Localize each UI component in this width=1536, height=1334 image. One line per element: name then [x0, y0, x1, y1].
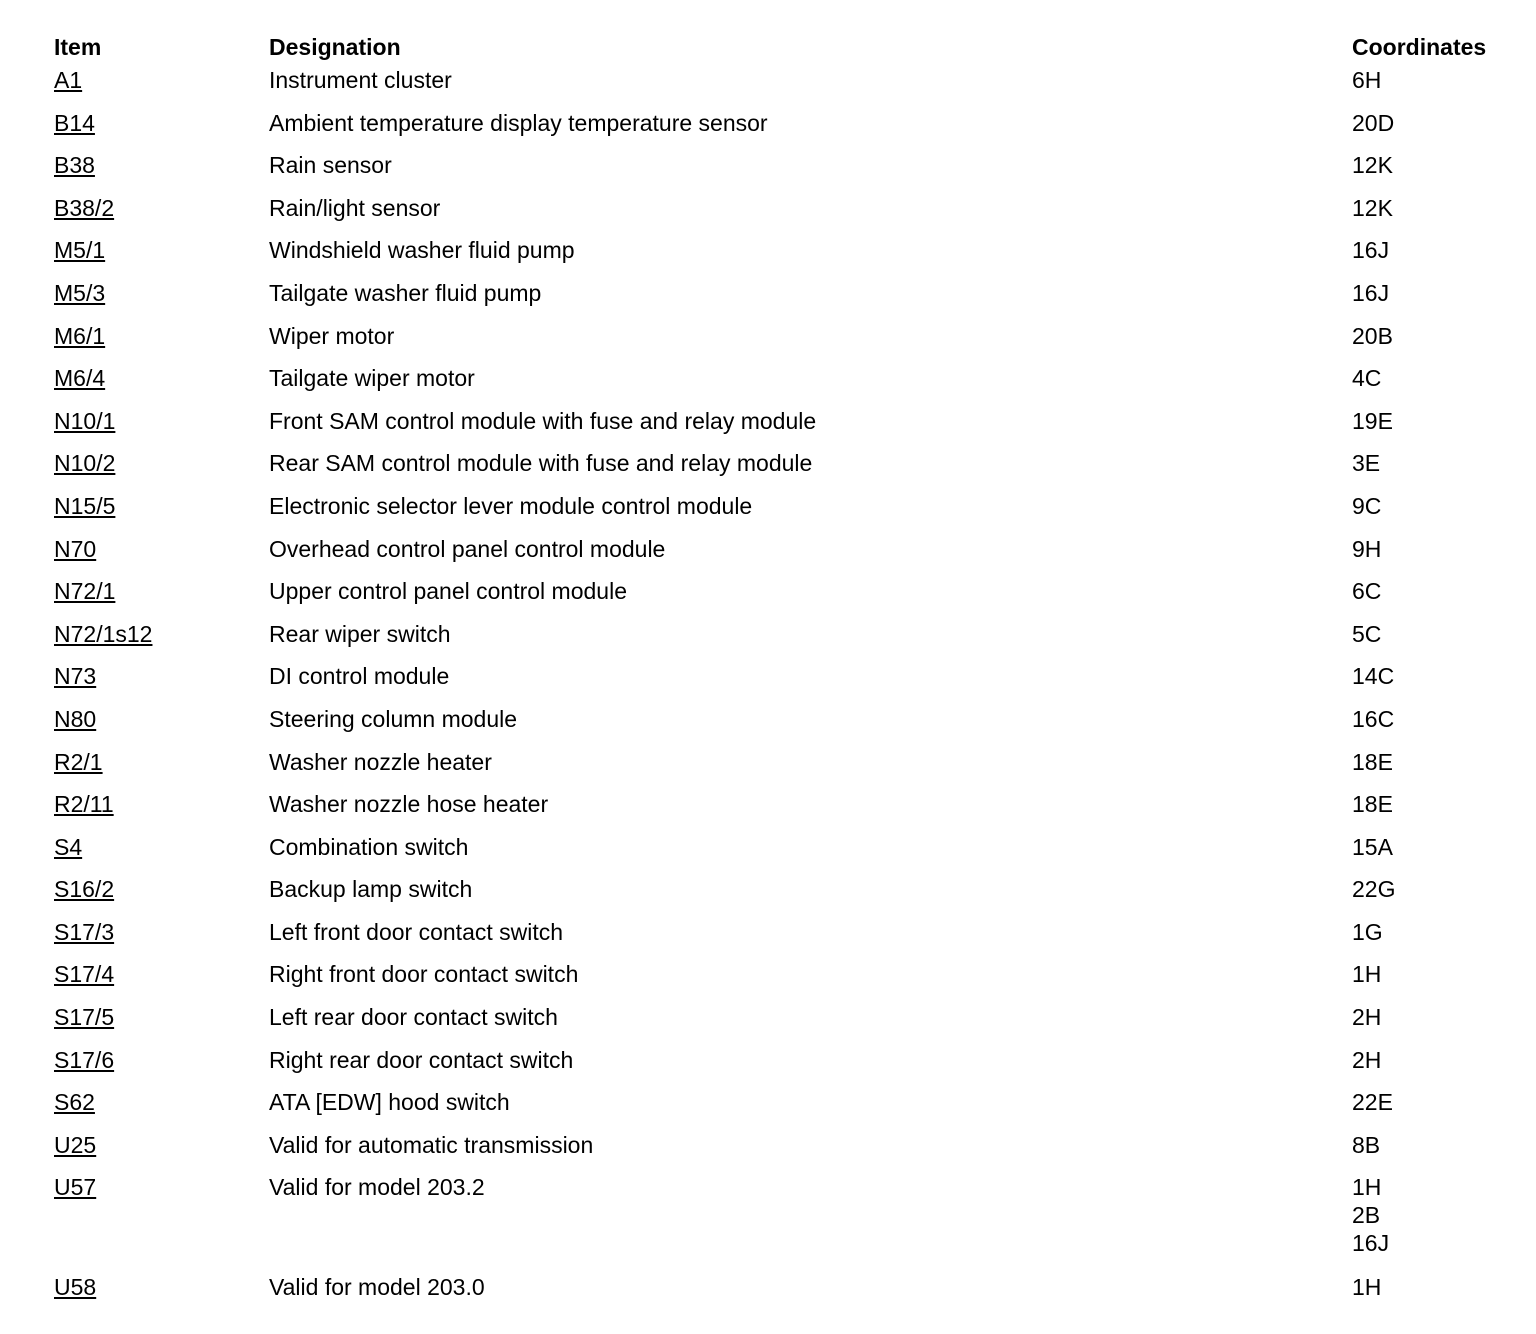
item-cell	[54, 620, 269, 663]
item-link[interactable]: N72/1s12	[54, 620, 153, 647]
item-link[interactable]: U25	[54, 1131, 97, 1158]
coordinate-value: 12K	[1352, 194, 1393, 221]
coordinates-cell	[1352, 1273, 1536, 1316]
coordinates-cell	[1352, 748, 1536, 791]
designation-cell: Left rear door contact switch	[269, 1004, 558, 1031]
coordinate-value: 19E	[1352, 407, 1393, 434]
table-row	[0, 1046, 1536, 1089]
item-cell	[54, 1003, 269, 1046]
designation-cell: Right rear door contact switch	[269, 1046, 574, 1073]
coordinates-cell	[1352, 1173, 1536, 1273]
table-row	[0, 1131, 1536, 1174]
item-cell	[54, 1173, 269, 1273]
item-link[interactable]: B38	[54, 152, 95, 179]
item-link[interactable]: S62	[54, 1089, 95, 1116]
row-spacer	[0, 407, 54, 450]
item-cell	[54, 66, 269, 109]
coordinates-cell	[1352, 1003, 1536, 1046]
coordinate-value: 2H	[1352, 1046, 1382, 1073]
item-link[interactable]: N73	[54, 663, 97, 690]
row-spacer	[0, 66, 54, 109]
coordinate-value: 8B	[1352, 1131, 1381, 1158]
coordinates-cell	[1352, 577, 1536, 620]
coordinates-cell	[1352, 66, 1536, 109]
item-link[interactable]: S4	[54, 833, 83, 860]
coordinates-cell	[1352, 364, 1536, 407]
designation-cell: Rear SAM control module with fuse and relay module	[269, 450, 813, 477]
item-cell	[54, 918, 269, 961]
row-spacer	[0, 1046, 54, 1089]
row-spacer	[0, 748, 54, 791]
coordinates-cell	[1352, 918, 1536, 961]
item-cell	[54, 236, 269, 279]
coordinate-value: 9H	[1352, 535, 1382, 562]
item-link[interactable]: M6/4	[54, 365, 106, 392]
row-spacer	[0, 1088, 54, 1131]
table-row	[0, 151, 1536, 194]
designation-cell: Right front door contact switch	[269, 961, 579, 988]
row-spacer	[0, 535, 54, 578]
header-designation: Designation	[269, 34, 401, 60]
table-row	[0, 790, 1536, 833]
item-link[interactable]: N15/5	[54, 492, 116, 519]
table-row	[0, 322, 1536, 365]
table-row	[0, 662, 1536, 705]
row-spacer	[0, 790, 54, 833]
item-link[interactable]: A1	[54, 67, 83, 93]
coordinate-value: 1G	[1352, 918, 1383, 945]
coordinates-cell	[1352, 705, 1536, 748]
item-cell	[54, 662, 269, 705]
item-cell	[54, 833, 269, 876]
coordinates-cell	[1352, 535, 1536, 578]
item-cell	[54, 790, 269, 833]
item-cell	[54, 705, 269, 748]
coordinate-value: 14C	[1352, 663, 1395, 690]
item-cell	[54, 1088, 269, 1131]
row-spacer	[0, 364, 54, 407]
row-spacer	[0, 322, 54, 365]
coordinate-value: 3E	[1352, 450, 1381, 477]
item-link[interactable]: U57	[54, 1174, 97, 1201]
header-coordinates: Coordinates	[1352, 34, 1487, 60]
item-link[interactable]: S17/4	[54, 961, 115, 988]
coordinates-cell	[1352, 109, 1536, 152]
designation-cell: Left front door contact switch	[269, 918, 564, 945]
item-link[interactable]: S17/3	[54, 918, 115, 945]
row-spacer	[0, 577, 54, 620]
coordinate-value: 18E	[1352, 791, 1393, 818]
row-spacer	[0, 705, 54, 748]
item-link[interactable]: M5/3	[54, 279, 106, 306]
table-row	[0, 960, 1536, 1003]
coordinates-cell	[1352, 407, 1536, 450]
item-link[interactable]: S16/2	[54, 876, 115, 903]
designation-cell: Windshield washer fluid pump	[269, 237, 575, 264]
coordinates-cell	[1352, 1046, 1536, 1089]
coordinate-value: 22G	[1352, 876, 1396, 903]
table-row	[0, 1173, 1536, 1273]
item-link[interactable]: U58	[54, 1274, 97, 1301]
header-spacer	[0, 0, 54, 66]
coordinate-value: 12K	[1352, 152, 1393, 179]
row-spacer	[0, 1131, 54, 1174]
designation-cell: Rear wiper switch	[269, 620, 451, 647]
item-cell	[54, 407, 269, 450]
row-spacer	[0, 1003, 54, 1046]
designation-cell: Washer nozzle hose heater	[269, 791, 549, 818]
row-spacer	[0, 620, 54, 663]
coordinates-cell	[1352, 790, 1536, 833]
designation-cell: Instrument cluster	[269, 67, 452, 93]
item-link[interactable]: N10/1	[54, 407, 116, 434]
coordinate-value: 5C	[1352, 620, 1382, 647]
coordinate-value: 6C	[1352, 578, 1382, 605]
item-cell	[54, 151, 269, 194]
item-link[interactable]: M6/1	[54, 322, 106, 349]
header-row	[0, 0, 1536, 66]
item-cell	[54, 577, 269, 620]
item-link[interactable]: M5/1	[54, 237, 106, 264]
coordinate-value: 2H	[1352, 1004, 1382, 1031]
row-spacer	[0, 492, 54, 535]
table-row	[0, 364, 1536, 407]
item-link[interactable]: N72/1	[54, 578, 116, 605]
designation-cell: Tailgate wiper motor	[269, 365, 475, 392]
item-link[interactable]: R2/1	[54, 748, 103, 775]
coordinates-cell	[1352, 960, 1536, 1003]
item-cell	[54, 748, 269, 791]
row-spacer	[0, 109, 54, 152]
item-link[interactable]: R2/11	[54, 791, 114, 818]
table-row	[0, 449, 1536, 492]
row-spacer	[0, 960, 54, 1003]
designation-cell: Combination switch	[269, 833, 469, 860]
row-spacer	[0, 833, 54, 876]
row-spacer	[0, 449, 54, 492]
coordinate-value: 20B	[1352, 322, 1393, 349]
coordinates-cell	[1352, 279, 1536, 322]
coordinate-value: 20D	[1352, 109, 1395, 136]
coordinate-value: 15A	[1352, 833, 1393, 860]
coordinate-value: 22E	[1352, 1089, 1393, 1116]
table-row	[0, 1003, 1536, 1046]
item-link[interactable]: N70	[54, 535, 97, 562]
designation-cell: ATA [EDW] hood switch	[269, 1089, 510, 1116]
row-spacer	[0, 662, 54, 705]
table-row	[0, 279, 1536, 322]
coordinate-value: 18E	[1352, 748, 1393, 775]
designation-cell: Washer nozzle heater	[269, 748, 492, 775]
table-row	[0, 1273, 1536, 1316]
table-row	[0, 833, 1536, 876]
coordinates-cell	[1352, 492, 1536, 535]
designation-cell: Rain sensor	[269, 152, 392, 179]
designation-cell: Rain/light sensor	[269, 194, 441, 221]
item-cell	[54, 279, 269, 322]
row-spacer	[0, 918, 54, 961]
item-cell	[54, 1131, 269, 1174]
table-row	[0, 194, 1536, 237]
coordinate-value: 16J	[1352, 1230, 1390, 1257]
coordinate-value: 1H	[1352, 1174, 1382, 1201]
coordinate-value: 9C	[1352, 492, 1382, 519]
designation-cell: Overhead control panel control module	[269, 535, 666, 562]
designation-cell: Ambient temperature display temperature sensor	[269, 109, 768, 136]
coordinates-cell	[1352, 662, 1536, 705]
table-row	[0, 875, 1536, 918]
item-cell	[54, 1273, 269, 1316]
item-cell	[54, 960, 269, 1003]
coordinates-cell	[1352, 1088, 1536, 1131]
row-spacer	[0, 1273, 54, 1316]
row-spacer	[0, 194, 54, 237]
table-row	[0, 705, 1536, 748]
table-row	[0, 918, 1536, 961]
item-cell	[54, 1046, 269, 1089]
coordinate-value: 16J	[1352, 279, 1390, 306]
coordinate-value: 2B	[1352, 1202, 1381, 1229]
coordinates-cell	[1352, 875, 1536, 918]
table-row	[0, 492, 1536, 535]
designation-cell: Backup lamp switch	[269, 876, 473, 903]
item-cell	[54, 492, 269, 535]
header-item: Item	[54, 34, 102, 60]
item-link[interactable]: B14	[54, 109, 95, 136]
item-link[interactable]: S17/6	[54, 1046, 115, 1073]
coordinate-value: 1H	[1352, 1274, 1382, 1301]
designation-cell: Tailgate washer fluid pump	[269, 279, 542, 306]
designation-cell: Steering column module	[269, 705, 518, 732]
row-spacer	[0, 151, 54, 194]
item-cell	[54, 109, 269, 152]
table-row	[0, 66, 1536, 109]
table-row	[0, 1088, 1536, 1131]
item-cell	[54, 322, 269, 365]
designation-cell: Electronic selector lever module control module	[269, 492, 753, 519]
coordinate-value: 6H	[1352, 67, 1382, 93]
coordinates-cell	[1352, 236, 1536, 279]
table-row	[0, 109, 1536, 152]
item-cell	[54, 875, 269, 918]
coordinate-value: 16J	[1352, 237, 1390, 264]
item-cell	[54, 535, 269, 578]
table-row	[0, 748, 1536, 791]
designation-cell: Valid for model 203.0	[269, 1274, 485, 1301]
coordinate-value: 1H	[1352, 961, 1382, 988]
designation-cell: Front SAM control module with fuse and relay module	[269, 407, 817, 434]
item-link[interactable]: N10/2	[54, 450, 116, 477]
table-row	[0, 577, 1536, 620]
table-body	[0, 66, 1536, 1316]
coordinate-value: 16C	[1352, 705, 1395, 732]
item-link[interactable]: B38/2	[54, 194, 115, 221]
item-cell	[54, 364, 269, 407]
coordinate-value: 4C	[1352, 365, 1382, 392]
row-spacer	[0, 1173, 54, 1273]
item-cell	[54, 449, 269, 492]
row-spacer	[0, 875, 54, 918]
table-row	[0, 407, 1536, 450]
coordinates-cell	[1352, 194, 1536, 237]
row-spacer	[0, 279, 54, 322]
table-row	[0, 535, 1536, 578]
table-row	[0, 236, 1536, 279]
coordinates-cell	[1352, 1131, 1536, 1174]
row-spacer	[0, 236, 54, 279]
designation-cell: Wiper motor	[269, 322, 395, 349]
designation-cell: Valid for model 203.2	[269, 1174, 485, 1201]
coordinates-cell	[1352, 833, 1536, 876]
item-link[interactable]: N80	[54, 705, 97, 732]
coordinates-cell	[1352, 151, 1536, 194]
designation-cell: Valid for automatic transmission	[269, 1131, 594, 1158]
coordinates-cell	[1352, 620, 1536, 663]
designation-cell: DI control module	[269, 663, 450, 690]
designation-cell: Upper control panel control module	[269, 578, 627, 605]
item-cell	[54, 194, 269, 237]
table-row	[0, 620, 1536, 663]
item-link[interactable]: S17/5	[54, 1004, 115, 1031]
table-header	[0, 0, 1536, 66]
coordinates-cell	[1352, 449, 1536, 492]
coordinates-cell	[1352, 322, 1536, 365]
